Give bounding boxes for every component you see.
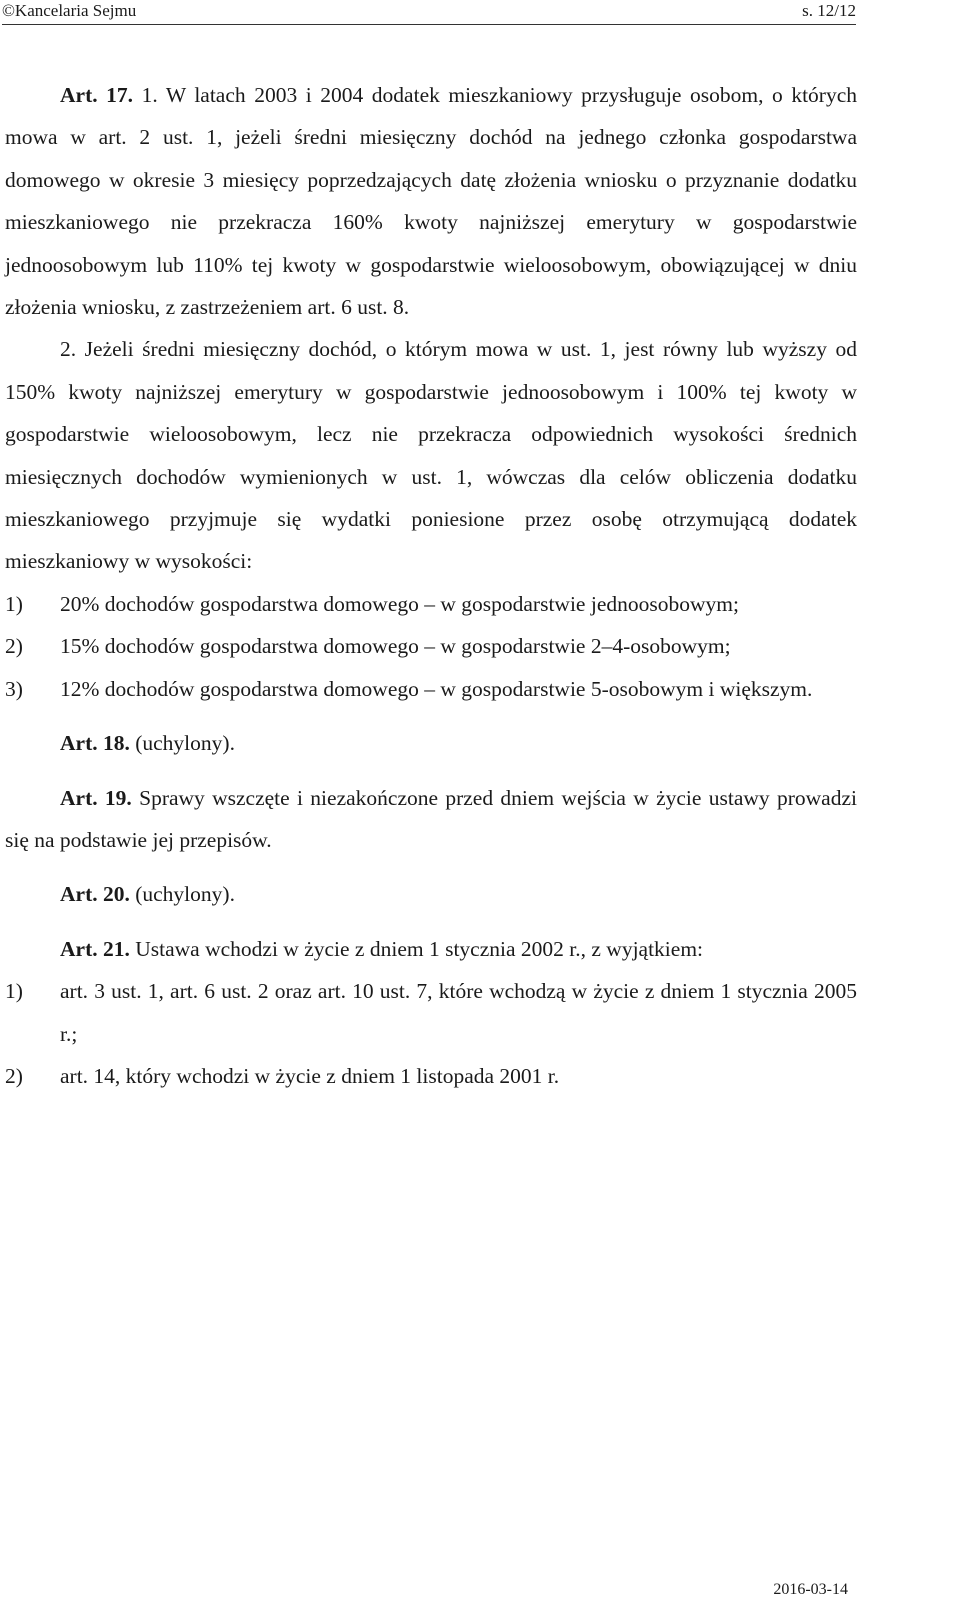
list-item-number: 3) (5, 676, 23, 701)
list-item-text: 15% dochodów gospodarstwa domowego – w gospodarstwie 2–4-osobowym; (60, 634, 731, 659)
copyright-label: ©Kancelaria Sejmu (2, 1, 137, 20)
art-19-text: Sprawy wszczęte i niezakończone przed dniem wejścia w życie ustawy prowadzi się na podstawie jej przepisów. (5, 785, 857, 852)
document-body (5, 74, 857, 1097)
list-item (5, 668, 857, 710)
list-item-text: 20% dochodów gospodarstwa domowego – w gospodarstwie jednoosobowym; (60, 591, 739, 616)
art-18 (5, 722, 857, 764)
art-21 (5, 928, 857, 970)
art-21-heading: Art. 21. (60, 936, 130, 961)
page-header (2, 0, 856, 25)
list-item-text: 12% dochodów gospodarstwa domowego – w gospodarstwie 5-osobowym i większym. (60, 676, 813, 701)
list-item-number: 2) (5, 1063, 23, 1088)
art-17-ust-1-text: 1. W latach 2003 i 2004 dodatek mieszkaniowy przysługuje osobom, o których mowa w art. 2 ust. 1, jeżeli średni miesięczny dochód na jednego członka gospodarstwa domowego w okresie 3 miesięcy poprzedzających datę złożenia wniosku o przyznanie dodatku mieszkaniowego nie przekracza 160% kwoty najniższej emerytury w gospodarstwie jednoosobowym lub 110% tej kwoty w gospodarstwie wieloosobowym, obowiązującej w dniu złożenia wniosku, z zastrzeżeniem art. 6 ust. 8. (5, 83, 857, 320)
art-17-heading: Art. 17. (60, 83, 134, 107)
list-item (5, 625, 857, 667)
list-item-text: art. 14, który wchodzi w życie z dniem 1 listopada 2001 r. (60, 1063, 560, 1088)
art-17-ust-2: 2. Jeżeli średni miesięczny dochód, o którym mowa w ust. 1, jest równy lub wyższy od 150% kwoty najniższej emerytury w gospodarstwie jednoosobowym i 100% tej kwoty w gospodarstwie wieloosobowym, lecz nie przekracza odpowiednich wysokości średnich miesięcznych dochodów wymienionych w ust. 1, wówczas dla celów obliczenia dodatku mieszkaniowego przyjmuje się wydatki poniesione przez osobę otrzymującą dodatek mieszkaniowy w wysokości: (5, 337, 857, 574)
page-footer-date: 2016-03-14 (773, 1581, 848, 1598)
art-18-text: (uchylony). (129, 731, 235, 756)
art-19 (5, 777, 857, 862)
page-number: s. 12/12 (802, 1, 856, 20)
list-item (5, 1055, 857, 1097)
art-19-heading: Art. 19. (60, 785, 132, 810)
list-item (5, 970, 857, 1055)
art-20 (5, 873, 857, 915)
art-17-ust-1 (5, 74, 857, 328)
art-20-heading: Art. 20. (60, 882, 130, 907)
list-item-number: 2) (5, 634, 23, 659)
list-item-text: art. 3 ust. 1, art. 6 ust. 2 oraz art. 10 ust. 7, które wchodzą w życie z dniem 1 stycznia 2005 r.; (60, 979, 857, 1046)
art-21-text: Ustawa wchodzi w życie z dniem 1 stycznia 2002 r., z wyjątkiem: (129, 936, 704, 961)
list-item-number: 1) (5, 591, 23, 616)
art-18-heading: Art. 18. (60, 731, 130, 756)
list-item-number: 1) (5, 979, 23, 1004)
list-item (5, 583, 857, 625)
art-20-text: (uchylony). (129, 882, 235, 907)
